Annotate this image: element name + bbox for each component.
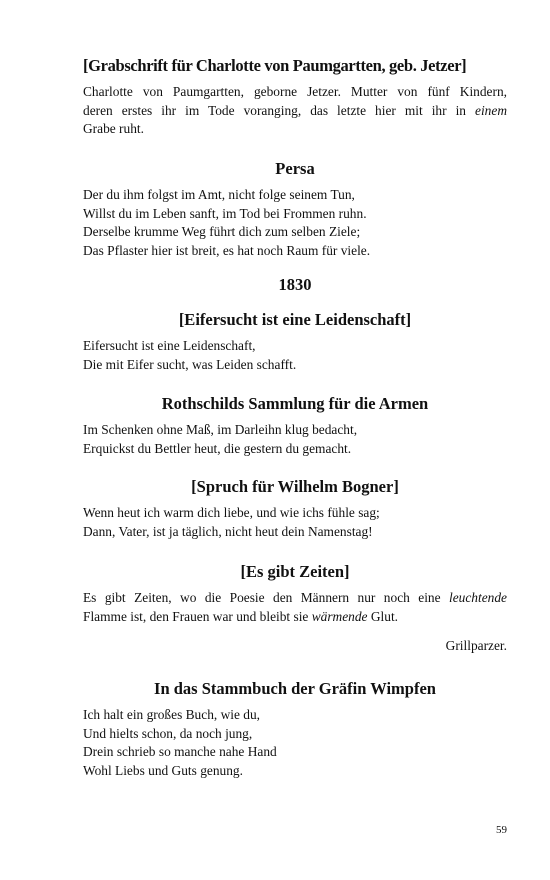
section-title: [Es gibt Zeiten] (240, 562, 350, 581)
text-run: Es gibt Zeiten, wo die Poesie den Männern nur noch eine (83, 590, 449, 605)
section-title: [Eifersucht ist eine Leidenschaft] (178, 310, 412, 329)
verse-line: Derselbe krumme Weg führt dich zum selben Ziele; (83, 224, 361, 239)
section-bogner (83, 477, 507, 541)
section-persa (83, 159, 507, 260)
text-run: Glut. (367, 608, 399, 624)
verse-line: Erquickst du Bettler heut, die gestern du gemacht. (83, 440, 352, 456)
text-line (83, 608, 507, 627)
section-title: In das Stammbuch der Gräfin Wimpfen (154, 679, 436, 698)
verse-line: Die mit Eifer sucht, was Leiden schafft. (83, 356, 297, 372)
section-grabschrift (83, 56, 507, 139)
section-title: Persa (275, 159, 315, 178)
verse-line: Ich halt ein großes Buch, wie du, (83, 707, 261, 722)
verse-line: Wenn heut ich warm dich liebe, und wie ichs fühle sag; (83, 505, 380, 520)
verse-line: Wohl Liebs und Guts genung. (83, 762, 243, 778)
text-run: Flamme ist, den Frauen war und bleibt sie (83, 608, 312, 624)
section-text (83, 83, 507, 139)
section-title: [Grabschrift für Charlotte von Paumgartten, geb. Jetzer] (83, 56, 467, 75)
section-title: Rothschilds Sammlung für die Armen (161, 394, 429, 413)
verse-line: Drein schrieb so manche nahe Hand (83, 744, 277, 759)
page-number: 59 (496, 824, 507, 836)
section-eifersucht (83, 310, 507, 374)
italic-run: einem (475, 102, 507, 118)
text-line: Grabe ruht. (83, 121, 144, 136)
verse-line: Eifersucht ist eine Leidenschaft, (83, 338, 256, 353)
poem (83, 337, 507, 374)
verse-line: Im Schenken ohne Maß, im Darleihn klug bedacht, (83, 422, 358, 437)
verse-line: Dann, Vater, ist ja täglich, nicht heut dein Namenstag! (83, 523, 373, 539)
verse-line: Und hielts schon, da noch jung, (83, 725, 253, 741)
poem (83, 421, 507, 458)
verse-line: Der du ihm folgst im Amt, nicht folge seinem Tun, (83, 187, 355, 202)
text-line (83, 589, 507, 608)
section-text (83, 589, 507, 626)
text-line (83, 102, 507, 121)
section-stammbuch (83, 679, 507, 780)
verse-line: Das Pflaster hier ist breit, es hat noch Raum für viele. (83, 242, 371, 258)
section-zeiten (83, 562, 507, 655)
verse-line: Willst du im Leben sanft, im Tod bei Frommen ruhn. (83, 205, 367, 221)
poem (83, 706, 507, 780)
section-title: [Spruch für Wilhelm Bogner] (191, 477, 399, 496)
poem (83, 504, 507, 541)
book-page (83, 0, 507, 880)
signature: Grillparzer. (445, 638, 507, 653)
text-line: Charlotte von Paumgartten, geborne Jetzer. Mutter von fünf Kindern, (83, 84, 507, 99)
year-heading: 1830 (278, 275, 312, 294)
section-rothschild (83, 394, 507, 458)
poem (83, 186, 507, 260)
year-heading-block (83, 275, 507, 295)
italic-run: leuchtende (449, 590, 507, 605)
italic-run: wärmende (311, 608, 368, 624)
text-run: deren erstes ihr im Tode voranging, das letzte hier mit ihr in (83, 102, 476, 118)
